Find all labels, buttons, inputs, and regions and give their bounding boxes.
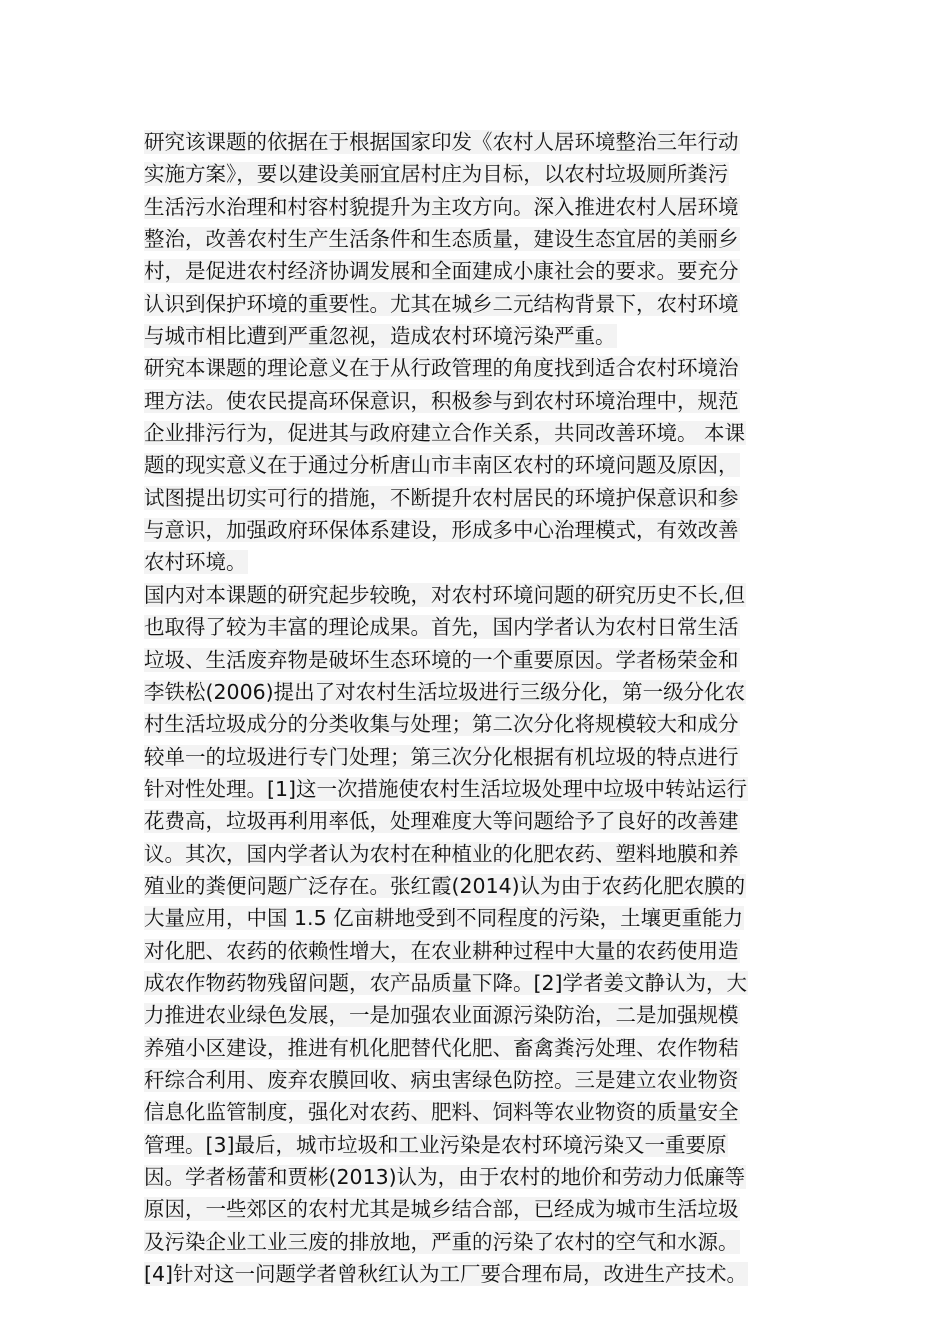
text-line: 针对性处理。[1]这一次措施使农村生活垃圾处理中垃圾中转站运行 (144, 776, 748, 801)
text-line: 题的现实意义在于通过分析唐山市丰南区农村的环境问题及原因， (144, 453, 739, 478)
text-line: 生活污水治理和村容村貌提升为主攻方向。深入推进农村人居环境 (144, 194, 739, 219)
paragraph-basis (144, 126, 806, 352)
text-line: 认识到保护环境的重要性。尤其在城乡二元结构背景下，农村环境 (144, 291, 739, 316)
text-line: 议。其次，国内学者认为农村在种植业的化肥农药、塑料地膜和养 (144, 841, 739, 866)
text-line: 及污染企业工业三废的排放地，严重的污染了农村的空气和水源。 (144, 1229, 739, 1254)
text-line: 企业排污行为，促进其与政府建立合作关系，共同改善环境。 本课 (144, 421, 746, 446)
text-line: 较单一的垃圾进行专门处理；第三次分化根据有机垃圾的特点进行 (144, 744, 739, 769)
text-line: 信息化监管制度，强化对农药、肥料、饲料等农业物资的质量安全 (144, 1100, 739, 1125)
text-line: [4]针对这一问题学者曾秋红认为工厂要合理布局，改进生产技术。 (144, 1262, 748, 1287)
text-line: 对化肥、农药的依赖性增大，在农业耕种过程中大量的农药使用造 (144, 938, 739, 963)
text-line: 实施方案》，要以建设美丽宜居村庄为目标，以农村垃圾厕所粪污 (144, 162, 729, 187)
text-line: 整治，改善农村生产生活条件和生态质量，建设生态宜居的美丽乡 (144, 227, 739, 252)
text-line: 与城市相比遭到严重忽视，造成农村环境污染严重。 (144, 324, 616, 349)
text-line: 研究本课题的理论意义在于从行政管理的角度找到适合农村环境治 (144, 356, 739, 381)
text-line: 与意识，加强政府环保体系建设，形成多中心治理模式，有效改善 (144, 518, 739, 543)
text-line: 成农作物药物残留问题，农产品质量下降。[2]学者姜文静认为，大 (144, 970, 748, 995)
text-line: 殖业的粪便问题广泛存在。张红霞(2014)认为由于农药化肥农膜的 (144, 873, 746, 898)
text-line: 理方法。使农民提高环保意识，积极参与到农村环境治理中，规范 (144, 388, 739, 413)
text-line: 原因，一些郊区的农村尤其是城乡结合部，已经成为城市生活垃圾 (144, 1197, 739, 1222)
text-line: 研究该课题的依据在于根据国家印发《农村人居环境整治三年行动 (144, 130, 739, 154)
text-line: 养殖小区建设，推进有机化肥替代化肥、畜禽粪污处理、农作物秸 (144, 1035, 739, 1060)
text-line: 管理。[3]最后，城市垃圾和工业污染是农村环境污染又一重要原 (144, 1132, 727, 1157)
text-line: 国内对本课题的研究起步较晚，对农村环境问题的研究历史不长,但 (144, 582, 746, 607)
text-line: 李铁松(2006)提出了对农村生活垃圾进行三级分化，第一级分化农 (144, 679, 746, 704)
text-line: 大量应用，中国 1.5 亿亩耕地受到不同程度的污染，土壤更重能力 (144, 906, 744, 931)
text-line: 试图提出切实可行的措施，不断提升农村居民的环境护保意识和参 (144, 485, 739, 510)
text-line: 垃圾、生活废弃物是破坏生态环境的一个重要原因。学者杨荣金和 (144, 647, 739, 672)
text-line: 秆综合利用、废弃农膜回收、病虫害绿色防控。三是建立农业物资 (144, 1067, 739, 1092)
text-line: 农村环境。 (144, 550, 247, 575)
document-body (144, 126, 806, 1290)
text-line: 花费高，垃圾再利用率低，处理难度大等问题给予了良好的改善建 (144, 809, 739, 834)
text-line: 村，是促进农村经济协调发展和全面建成小康社会的要求。要充分 (144, 259, 739, 284)
text-line: 也取得了较为丰富的理论成果。首先，国内学者认为农村日常生活 (144, 615, 739, 640)
paragraph-literature-review (144, 579, 806, 1291)
text-line: 力推进农业绿色发展，一是加强农业面源污染防治，二是加强规模 (144, 1003, 739, 1028)
paragraph-significance (144, 352, 806, 578)
text-line: 村生活垃圾成分的分类收集与处理；第二次分化将规模较大和成分 (144, 712, 739, 737)
text-line: 因。学者杨蕾和贾彬(2013)认为，由于农村的地价和劳动力低廉等 (144, 1165, 746, 1189)
